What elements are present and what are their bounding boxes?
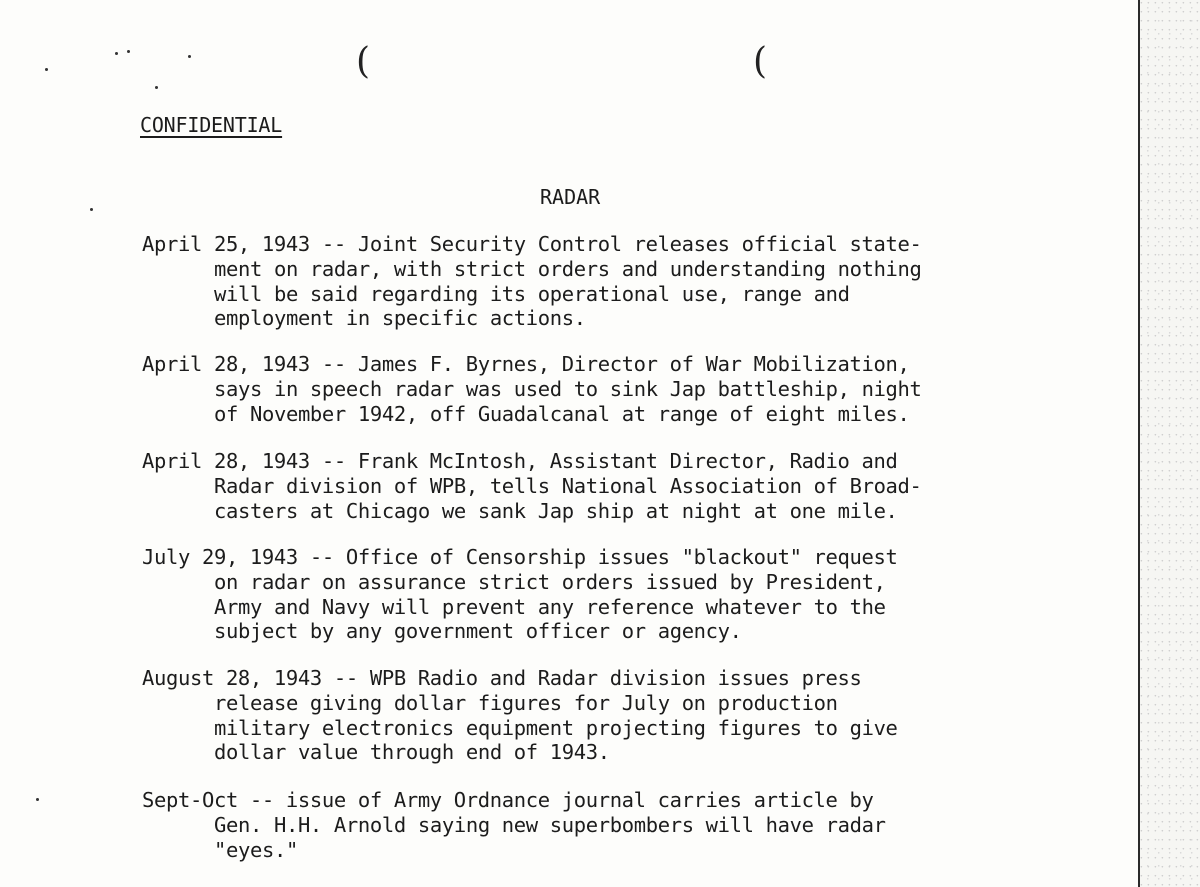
scan-speck — [45, 68, 48, 71]
chronology-entry — [142, 666, 1072, 765]
entry-line: on radar on assurance strict orders issued by President, — [214, 569, 886, 594]
entry-line: August 28, 1943 -- WPB Radio and Radar division issues press — [142, 666, 862, 690]
punch-mark-right: ( — [753, 41, 768, 82]
entry-line: July 29, 1943 -- Office of Censorship issues "blackout" request — [142, 545, 898, 569]
entry-line: subject by any government officer or agency. — [214, 619, 742, 644]
entry-line: Army and Navy will prevent any reference whatever to the — [214, 594, 886, 619]
entry-line: Radar division of WPB, tells National Association of Broad- — [214, 473, 922, 498]
scan-speck — [188, 55, 191, 58]
entry-line: release giving dollar figures for July on production — [214, 690, 838, 715]
entry-line: will be said regarding its operational use, range and — [214, 281, 850, 306]
scan-speck — [36, 798, 39, 801]
entry-line: of November 1942, off Guadalcanal at range of eight miles. — [214, 401, 910, 426]
chronology-entry — [142, 352, 1072, 426]
scan-speck — [127, 50, 130, 53]
punch-mark-left: ( — [356, 41, 371, 82]
entry-line: Sept-Oct -- issue of Army Ordnance journal carries article by — [142, 788, 874, 812]
chronology-entry — [142, 545, 1072, 644]
chronology-entry — [142, 788, 1072, 862]
entry-line: "eyes." — [214, 837, 298, 862]
entry-line: military electronics equipment projecting figures to give — [214, 715, 898, 740]
scan-speck — [115, 52, 118, 55]
entry-line: employment in specific actions. — [214, 306, 586, 331]
document-heading: RADAR — [540, 185, 601, 209]
scan-speck — [155, 86, 158, 89]
classification-label: CONFIDENTIAL — [140, 113, 283, 137]
entry-line: casters at Chicago we sank Jap ship at night at one mile. — [214, 498, 898, 523]
entry-line: says in speech radar was used to sink Jap battleship, night — [214, 376, 922, 401]
entry-line: April 28, 1943 -- James F. Byrnes, Director of War Mobilization, — [142, 352, 910, 376]
chronology-entry — [142, 449, 1072, 523]
chronology-entry — [142, 232, 1072, 331]
entry-line: dollar value through end of 1943. — [214, 740, 610, 765]
entry-line: ment on radar, with strict orders and understanding nothing — [214, 256, 922, 281]
entry-line: Gen. H.H. Arnold saying new superbombers will have radar — [214, 812, 886, 837]
scan-edge-strip — [1140, 0, 1200, 887]
entry-line: April 25, 1943 -- Joint Security Control releases official state- — [142, 232, 922, 256]
entry-line: April 28, 1943 -- Frank McIntosh, Assistant Director, Radio and — [142, 449, 898, 473]
scan-speck — [90, 208, 93, 211]
